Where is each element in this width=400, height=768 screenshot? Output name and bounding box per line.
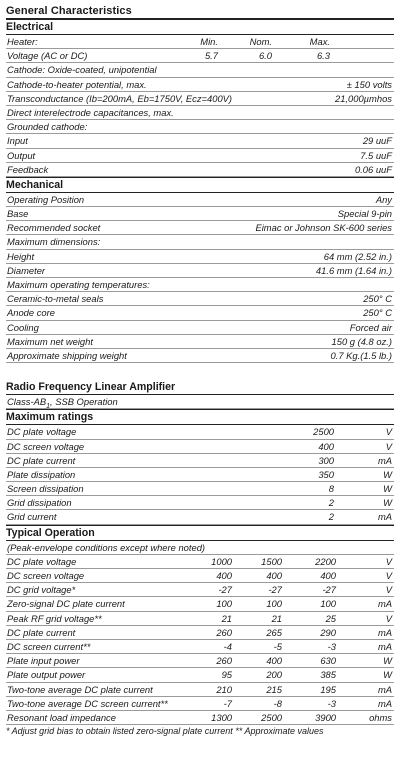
typical-value-2: 215 <box>266 683 282 695</box>
typical-unit: V <box>385 570 392 581</box>
typical-value-1: 260 <box>216 626 232 638</box>
typical-unit: W <box>383 655 392 667</box>
typical-value-3: -27 <box>322 584 336 596</box>
typical-value-1: -27 <box>218 584 232 596</box>
electrical-heading: Electrical <box>6 19 394 35</box>
typical-row <box>6 555 394 569</box>
max-rating-label: DC screen voltage <box>7 440 85 452</box>
max-rating-unit: V <box>385 426 392 438</box>
typical-value-1: 210 <box>216 683 232 695</box>
max-rating-label: Plate dissipation <box>7 468 76 480</box>
mechanical-row <box>6 264 394 278</box>
footnote: * Adjust grid bias to obtain listed zero-signal plate current ** Approximate values <box>6 726 324 737</box>
mechanical-row <box>6 221 394 235</box>
mechanical-row <box>6 321 394 335</box>
typical-unit: mA <box>377 626 392 638</box>
mechanical-row <box>6 335 394 349</box>
voltage-label: Voltage (AC or DC) <box>7 50 88 62</box>
electrical-row <box>6 163 394 177</box>
typical-label: DC grid voltage* <box>7 584 76 596</box>
typical-unit: mA <box>377 640 392 652</box>
typical-label: Two-tone average DC screen current** <box>7 697 168 709</box>
electrical-row <box>6 134 394 148</box>
mechanical-label: Height <box>7 250 35 262</box>
max-rating-label: Screen dissipation <box>7 483 84 495</box>
typical-value-3: -3 <box>327 697 336 709</box>
electrical-label: Input <box>7 135 28 147</box>
mechanical-row <box>6 193 394 207</box>
max-rating-label: DC plate current <box>7 454 76 466</box>
electrical-row <box>6 92 394 106</box>
electrical-value: 0.06 uuF <box>354 163 392 175</box>
typical-value-2: 400 <box>266 655 282 667</box>
mechanical-row <box>6 349 394 363</box>
max-rating-value: 350 <box>318 468 334 480</box>
typical-row <box>6 583 394 597</box>
typical-value-1: -7 <box>223 697 232 709</box>
typical-unit: ohms <box>369 711 392 723</box>
electrical-label: Cathode: Oxide-coated, unipotential <box>7 64 157 76</box>
typical-value-2: 400 <box>266 570 282 581</box>
typical-label: Resonant load impedance <box>7 711 116 723</box>
max-rating-value: 8 <box>328 483 334 495</box>
typical-value-2: 265 <box>266 626 282 638</box>
mechanical-label: Cooling <box>7 321 39 333</box>
mechanical-value: Special 9-pin <box>337 208 392 220</box>
mechanical-value: Any <box>375 193 392 205</box>
typical-value-2: 100 <box>266 598 282 610</box>
typical-value-2: 200 <box>266 669 282 681</box>
max-rating-unit: W <box>383 483 392 495</box>
typical-label: DC plate current <box>7 626 76 638</box>
rf-title: Radio Frequency Linear Amplifier <box>6 380 394 395</box>
typical-label: Peak RF grid voltage** <box>7 612 102 624</box>
mechanical-value: 41.6 mm (1.64 in.) <box>315 264 392 276</box>
typical-unit: mA <box>377 598 392 610</box>
typical-value-1: 260 <box>216 655 232 667</box>
max-rating-unit: W <box>383 497 392 509</box>
spec-sheet <box>6 4 394 738</box>
max-rating-unit: V <box>385 440 392 452</box>
min-header: Min. <box>200 36 218 47</box>
class-label: Class-$AB_1$, SSB Operation <box>7 396 118 410</box>
typical-row <box>6 697 394 711</box>
heater-label: Heater: <box>7 36 38 47</box>
max-rating-row <box>6 468 394 482</box>
max-rating-row <box>6 482 394 496</box>
typical-label: Two-tone average DC plate current <box>7 683 153 695</box>
electrical-label: Cathode-to-heater potential, max. <box>7 78 147 90</box>
mechanical-row <box>6 207 394 221</box>
mechanical-label: Operating Position <box>7 193 85 205</box>
max-rating-unit: W <box>383 468 392 480</box>
electrical-value: ± 150 volts <box>346 78 392 90</box>
mechanical-row <box>6 292 394 306</box>
mechanical-label: Approximate shipping weight <box>7 349 127 361</box>
mechanical-row <box>6 250 394 264</box>
mechanical-label: Maximum net weight <box>7 335 93 347</box>
typical-operation-heading: Typical Operation <box>6 525 394 541</box>
electrical-label: Output <box>7 149 36 161</box>
mechanical-row <box>6 235 394 249</box>
mechanical-label: Ceramic-to-metal seals <box>7 293 104 305</box>
typical-value-2: 2500 <box>261 711 282 723</box>
max-rating-label: Grid current <box>7 511 57 523</box>
nom-header: Nom. <box>249 36 272 47</box>
max-rating-label: DC plate voltage <box>7 426 77 438</box>
max-rating-value: 300 <box>318 454 334 466</box>
typical-row <box>6 569 394 583</box>
typical-unit: mA <box>377 683 392 695</box>
voltage-min: 5.7 <box>204 50 218 62</box>
typical-value-1: 100 <box>216 598 232 610</box>
typical-value-1: 1000 <box>211 555 232 567</box>
max-rating-value: 2500 <box>313 426 334 438</box>
mechanical-value: Forced air <box>349 321 392 333</box>
electrical-row <box>6 106 394 120</box>
typical-value-3: 2200 <box>315 555 336 567</box>
typical-unit: V <box>385 612 392 624</box>
typical-label: Plate input power <box>7 655 80 667</box>
electrical-row <box>6 78 394 92</box>
max-ratings-heading: Maximum ratings <box>6 409 394 425</box>
electrical-value: 7.5 uuF <box>360 149 392 161</box>
typical-value-2: -5 <box>273 640 282 652</box>
mechanical-label: Recommended socket <box>7 222 101 234</box>
typical-label: DC plate voltage <box>7 555 77 567</box>
typical-value-2: 21 <box>271 612 282 624</box>
typical-row <box>6 612 394 626</box>
typical-label: DC screen voltage <box>7 570 85 581</box>
max-rating-unit: mA <box>377 511 392 523</box>
typical-value-3: 3900 <box>315 711 336 723</box>
max-rating-row <box>6 496 394 510</box>
mechanical-row <box>6 278 394 292</box>
max-rating-unit: mA <box>377 454 392 466</box>
mechanical-value: 0.7 Kg.(1.5 lb.) <box>330 349 392 361</box>
electrical-label: Feedback <box>7 163 49 175</box>
typical-row <box>6 668 394 682</box>
typical-row <box>6 626 394 640</box>
typical-value-1: -4 <box>223 640 232 652</box>
typical-unit: W <box>383 669 392 681</box>
electrical-row <box>6 149 394 163</box>
typical-value-2: -27 <box>268 584 282 596</box>
typical-value-3: 100 <box>320 598 336 610</box>
electrical-label: Grounded cathode: <box>7 121 88 133</box>
typical-value-1: 1300 <box>211 711 232 723</box>
max-rating-row <box>6 510 394 524</box>
mechanical-value: 64 mm (2.52 in.) <box>323 250 392 262</box>
typical-value-3: 195 <box>320 683 336 695</box>
typical-value-1: 95 <box>221 669 232 681</box>
typical-unit: V <box>385 584 392 596</box>
mechanical-label: Anode core <box>7 307 55 319</box>
voltage-nom: 6.0 <box>258 50 272 62</box>
typical-row <box>6 640 394 654</box>
typical-unit: mA <box>377 697 392 709</box>
max-header: Max. <box>309 36 330 47</box>
typical-value-3: 630 <box>320 655 336 667</box>
mechanical-label: Maximum operating temperatures: <box>7 279 150 290</box>
typical-value-1: 400 <box>216 570 232 581</box>
typical-label: DC screen current** <box>7 640 91 652</box>
typical-value-3: 400 <box>320 570 336 581</box>
mechanical-value: 250° C <box>363 293 392 305</box>
typical-note-row <box>6 541 394 555</box>
typical-unit: V <box>385 555 392 567</box>
heater-header-row <box>6 35 394 49</box>
typical-value-3: -3 <box>327 640 336 652</box>
electrical-row <box>6 63 394 77</box>
typical-label: Plate output power <box>7 669 86 681</box>
typical-row <box>6 597 394 611</box>
max-rating-row <box>6 454 394 468</box>
electrical-row <box>6 120 394 134</box>
typical-value-3: 25 <box>325 612 336 624</box>
page-title: General Characteristics <box>6 4 394 19</box>
electrical-value: 21,000µmhos <box>334 92 392 104</box>
max-rating-value: 2 <box>328 511 334 523</box>
max-rating-row <box>6 440 394 454</box>
typical-row <box>6 683 394 697</box>
mechanical-row <box>6 306 394 320</box>
voltage-row <box>6 49 394 63</box>
mechanical-label: Maximum dimensions: <box>7 236 101 248</box>
mechanical-value: 150 g (4.8 oz.) <box>331 335 392 347</box>
typical-row <box>6 654 394 668</box>
max-rating-row <box>6 425 394 439</box>
typical-value-2: 1500 <box>261 555 282 567</box>
max-rating-label: Grid dissipation <box>7 497 72 509</box>
electrical-label: Direct interelectrode capacitances, max. <box>7 106 174 118</box>
typical-value-3: 385 <box>320 669 336 681</box>
mechanical-label: Diameter <box>7 264 46 276</box>
mechanical-label: Base <box>7 208 29 220</box>
voltage-max: 6.3 <box>316 50 330 62</box>
typical-row <box>6 711 394 725</box>
electrical-value: 29 uuF <box>362 135 392 147</box>
mechanical-heading: Mechanical <box>6 177 394 193</box>
max-rating-value: 2 <box>328 497 334 509</box>
typical-value-2: -8 <box>273 697 282 709</box>
electrical-label: Transconductance (Ib=200mA, Eb=1750V, Ecz=400V) <box>7 92 233 104</box>
class-row <box>6 395 394 409</box>
typical-value-3: 290 <box>320 626 336 638</box>
typical-note: (Peak-envelope conditions except where noted) <box>7 541 206 553</box>
mechanical-value: 250° C <box>363 307 392 319</box>
max-rating-value: 400 <box>318 440 334 452</box>
typical-value-1: 21 <box>221 612 232 624</box>
mechanical-value: Eimac or Johnson SK-600 series <box>255 222 392 234</box>
typical-label: Zero-signal DC plate current <box>7 598 125 610</box>
